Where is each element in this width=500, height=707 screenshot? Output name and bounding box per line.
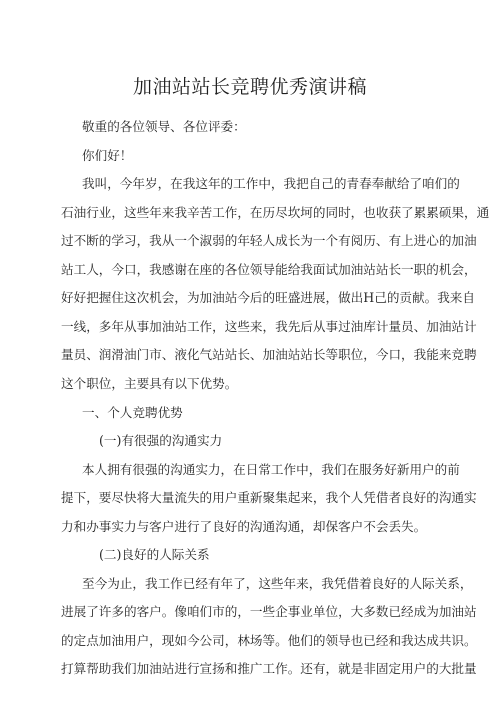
paragraph-line: 进展了许多的客户。像咱们市的，一些企事业单位，大多数已经成为加油站: [61, 604, 477, 619]
paragraph-line: 本人拥有很强的沟通实力，在日常工作中，我们在服务好新用户的前: [82, 462, 460, 477]
paragraph-line: 量员、润滑油门市、液化气站站长、加油站站长等职位，今口，我能来竞聘: [61, 347, 477, 362]
paragraph-line: 力和办事实力与客户进行了良好的沟通沟通，却保客户不会丢失。: [61, 519, 427, 534]
paragraph-line: 提下，要尽快将大量流失的用户重新聚集起来，我个人凭借者良好的沟通实: [61, 490, 477, 505]
salutation-line: 敬重的各位领导、各位评委：: [82, 119, 246, 134]
paragraph-line: 我叫，今年岁，在我这年的工作中，我把自己的青春奉献给了咱们的: [82, 176, 460, 191]
paragraph-line: 至今为止，我工作已经有年了，这些年来，我凭借着良好的人际关系，: [82, 576, 473, 591]
greeting-line: 你们好！: [82, 148, 133, 163]
paragraph-line: 一线，多年从事加油站工作，这些来，我先后从事过油库计量员、加油站计: [61, 319, 477, 334]
paragraph-line: 的定点加油用户，现如今公司，林场等。他们的领导也已经和我达成共识。: [61, 633, 477, 648]
paragraph-line: 过不断的学习，我从一个淑弱的年轻人成长为一个有阅历、有上进心的加油: [61, 233, 477, 248]
subsection-heading: (二)良好的人际关系: [99, 547, 210, 562]
paragraph-line: 站工人，今口，我感谢在座的各位领导能给我面试加油站站长一职的机会，: [61, 262, 477, 277]
subsection-heading: (一)有很强的沟通实力: [99, 433, 223, 448]
section-heading: 一、个人竞聘优势: [82, 405, 183, 420]
paragraph-line: 好好把握住这次机会，为加油站今后的旺盛进展，做出H己的贡献。我来自: [61, 290, 475, 305]
paragraph-line: 石油行业，这些年来我辛苦工作，在历尽坎坷的同时，也收获了累累硕果，通: [61, 205, 490, 220]
paragraph-line: 打算帮助我们加油站进行宣扬和推广工作。还有，就是非固定用户的大批量: [61, 661, 477, 676]
paragraph-line: 这个职位，主要具有以下优势。: [61, 376, 238, 391]
document-title: 加油站站长竞聘优秀演讲稿: [132, 76, 367, 98]
